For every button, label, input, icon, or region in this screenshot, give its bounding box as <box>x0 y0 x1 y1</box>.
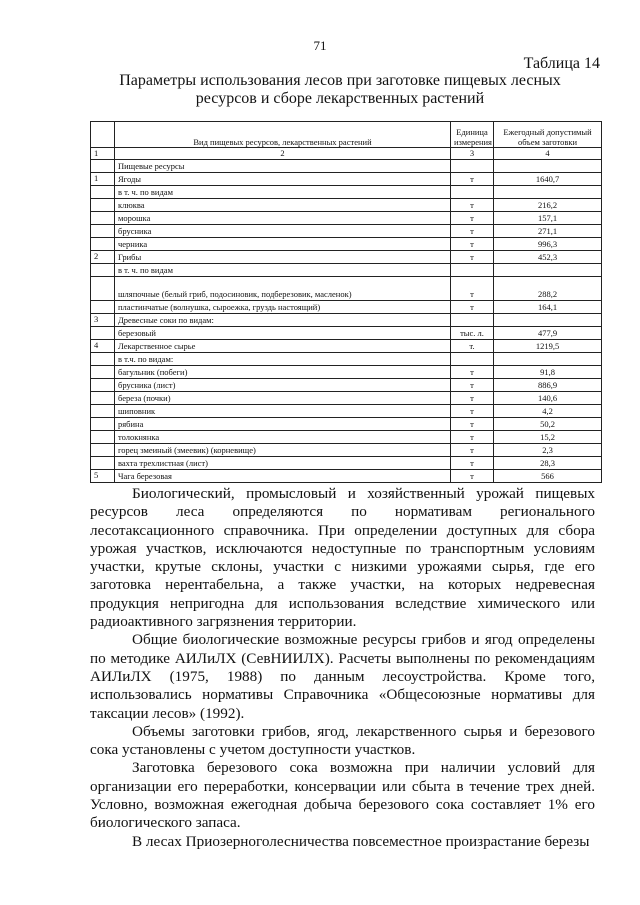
row-volume: 2,3 <box>494 444 602 457</box>
row-number <box>91 199 115 212</box>
row-number <box>91 277 115 301</box>
row-volume: 28,3 <box>494 457 602 470</box>
page-number: 71 <box>313 38 327 53</box>
row-unit: т <box>451 225 494 238</box>
row-unit: т <box>451 431 494 444</box>
row-number <box>91 212 115 225</box>
header-name: Вид пищевых ресурсов, лекарственных растений <box>115 122 451 148</box>
table-title: Параметры использования лесов при заготовке пищевых лесных ресурсов и сборе лекарственных растений <box>119 72 561 107</box>
row-name: вахта трехлистная (лист) <box>115 457 451 470</box>
row-unit <box>451 353 494 366</box>
row-volume: 4,2 <box>494 405 602 418</box>
table-row <box>91 379 602 392</box>
table-row <box>91 212 602 225</box>
table-row <box>91 392 602 405</box>
row-name: брусника <box>115 225 451 238</box>
column-number: 4 <box>494 148 602 160</box>
row-name: шиповник <box>115 405 451 418</box>
row-name: толокнянка <box>115 431 451 444</box>
row-number <box>91 225 115 238</box>
row-name: в т. ч. по видам <box>115 264 451 277</box>
row-unit: т <box>451 277 494 301</box>
row-volume <box>494 160 602 173</box>
row-volume: 288,2 <box>494 277 602 301</box>
table-row <box>91 301 602 314</box>
row-volume: 566 <box>494 470 602 483</box>
resource-table <box>90 121 602 483</box>
row-unit: т <box>451 212 494 225</box>
row-number: 1 <box>91 173 115 186</box>
row-number <box>91 264 115 277</box>
row-volume: 271,1 <box>494 225 602 238</box>
row-name: Лекарственное сырье <box>115 340 451 353</box>
row-unit <box>451 264 494 277</box>
table-row <box>91 251 602 264</box>
row-volume: 91,8 <box>494 366 602 379</box>
row-unit: т <box>451 173 494 186</box>
row-number: 5 <box>91 470 115 483</box>
row-name: черника <box>115 238 451 251</box>
table-row <box>91 457 602 470</box>
row-volume: 996,3 <box>494 238 602 251</box>
row-name: шляпочные (белый гриб, подосиновик, подберезовик, масленок) <box>115 277 451 301</box>
table-row <box>91 418 602 431</box>
table-row <box>91 160 602 173</box>
row-name: горец змеиный (змеевик) (корневище) <box>115 444 451 457</box>
row-unit: т <box>451 405 494 418</box>
row-number: 2 <box>91 251 115 264</box>
row-name: брусника (лист) <box>115 379 451 392</box>
paragraph: Заготовка березового сока возможна при наличии условий для организации его переработки, консервации или сбыта в течение трех дней. Условно, возможная ежегодная добыча березового сока составляет 1% его биологического запаса. <box>90 759 595 832</box>
row-number: 4 <box>91 340 115 353</box>
row-volume <box>494 353 602 366</box>
row-unit <box>451 186 494 199</box>
row-name: в т.ч. по видам: <box>115 353 451 366</box>
table-row <box>91 225 602 238</box>
row-name: Ягоды <box>115 173 451 186</box>
row-name: багульник (побеги) <box>115 366 451 379</box>
table-row <box>91 264 602 277</box>
row-volume: 140,6 <box>494 392 602 405</box>
row-volume: 886,9 <box>494 379 602 392</box>
row-number <box>91 405 115 418</box>
row-number <box>91 238 115 251</box>
row-number <box>91 431 115 444</box>
row-number <box>91 457 115 470</box>
column-number-row <box>91 148 602 160</box>
table-row <box>91 444 602 457</box>
row-number <box>91 186 115 199</box>
row-unit: т <box>451 379 494 392</box>
table-row <box>91 366 602 379</box>
row-unit: т <box>451 238 494 251</box>
row-number <box>91 418 115 431</box>
table-header-row <box>91 122 602 148</box>
row-number <box>91 160 115 173</box>
row-volume: 157,1 <box>494 212 602 225</box>
row-unit: т <box>451 418 494 431</box>
row-number <box>91 444 115 457</box>
row-name: березовый <box>115 327 451 340</box>
paragraph: Биологический, промысловый и хозяйственный урожай пищевых ресурсов леса определяются по нормативам регионального лесотаксационного справочника. При определении доступных для сбора урожая участков, исключаются недоступные по транспортным условиям участки, крутые склоны, участки с низкими урожаями сырья, где его заготовка нерентабельна, а также участки, на которых недревесная продукция непригодна для использования вследствие химического или радиоактивного загрязнения территории. <box>90 485 595 631</box>
row-volume <box>494 314 602 327</box>
row-unit <box>451 160 494 173</box>
row-name: Грибы <box>115 251 451 264</box>
row-name: Чага березовая <box>115 470 451 483</box>
row-volume: 164,1 <box>494 301 602 314</box>
row-unit: тыс. л. <box>451 327 494 340</box>
row-number <box>91 301 115 314</box>
paragraph: В лесах Приозерноголесничества повсеместное произрастание березы <box>132 832 590 850</box>
row-number <box>91 379 115 392</box>
row-unit: т <box>451 301 494 314</box>
row-number <box>91 392 115 405</box>
row-name: рябина <box>115 418 451 431</box>
table-row <box>91 238 602 251</box>
row-volume <box>494 186 602 199</box>
column-number: 1 <box>91 148 115 160</box>
row-unit: т <box>451 470 494 483</box>
row-unit: т <box>451 392 494 405</box>
row-unit: т <box>451 199 494 212</box>
row-unit <box>451 314 494 327</box>
row-name: клюква <box>115 199 451 212</box>
row-name: Древесные соки по видам: <box>115 314 451 327</box>
row-volume <box>494 264 602 277</box>
row-volume: 477,9 <box>494 327 602 340</box>
header-num <box>91 122 115 148</box>
row-number: 3 <box>91 314 115 327</box>
table-row <box>91 277 602 301</box>
table-row <box>91 327 602 340</box>
row-name: в т. ч. по видам <box>115 186 451 199</box>
row-volume: 15,2 <box>494 431 602 444</box>
table-row <box>91 431 602 444</box>
row-unit: т <box>451 251 494 264</box>
table-row <box>91 314 602 327</box>
table-row <box>91 340 602 353</box>
row-volume: 1640,7 <box>494 173 602 186</box>
column-number: 2 <box>115 148 451 160</box>
table-row <box>91 173 602 186</box>
row-name: береза (почки) <box>115 392 451 405</box>
row-volume: 50,2 <box>494 418 602 431</box>
table-row <box>91 353 602 366</box>
body-text <box>90 485 595 851</box>
paragraph: Объемы заготовки грибов, ягод, лекарственного сырья и березового сока установлены с учетом доступности участков. <box>90 722 595 759</box>
header-volume: Ежегодный допустимый объем заготовки <box>494 122 602 148</box>
table-row <box>91 405 602 418</box>
row-volume: 216,2 <box>494 199 602 212</box>
table-row <box>91 199 602 212</box>
table-caption: Таблица 14 <box>523 55 600 72</box>
row-unit: т <box>451 457 494 470</box>
row-name: пластинчатые (волнушка, сыроежка, груздь настоящий) <box>115 301 451 314</box>
row-unit: т. <box>451 340 494 353</box>
row-name: морошка <box>115 212 451 225</box>
row-name: Пищевые ресурсы <box>115 160 451 173</box>
row-unit: т <box>451 444 494 457</box>
paragraph: Общие биологические возможные ресурсы грибов и ягод определены по методике АИЛиЛХ (СевНИИЛХ). Расчеты выполнены по рекомендациям АИЛиЛХ (1975, 1988) по данным лесоустройства. Кроме того, использовались нормативы Справочника «Общесоюзные нормативы для таксации лесов» (1992). <box>90 631 595 722</box>
row-unit: т <box>451 366 494 379</box>
column-number: 3 <box>451 148 494 160</box>
header-unit: Единица измерения <box>451 122 494 148</box>
row-volume: 452,3 <box>494 251 602 264</box>
row-number <box>91 327 115 340</box>
row-number <box>91 366 115 379</box>
table-row <box>91 470 602 483</box>
row-number <box>91 353 115 366</box>
table-row <box>91 186 602 199</box>
row-volume: 1219,5 <box>494 340 602 353</box>
